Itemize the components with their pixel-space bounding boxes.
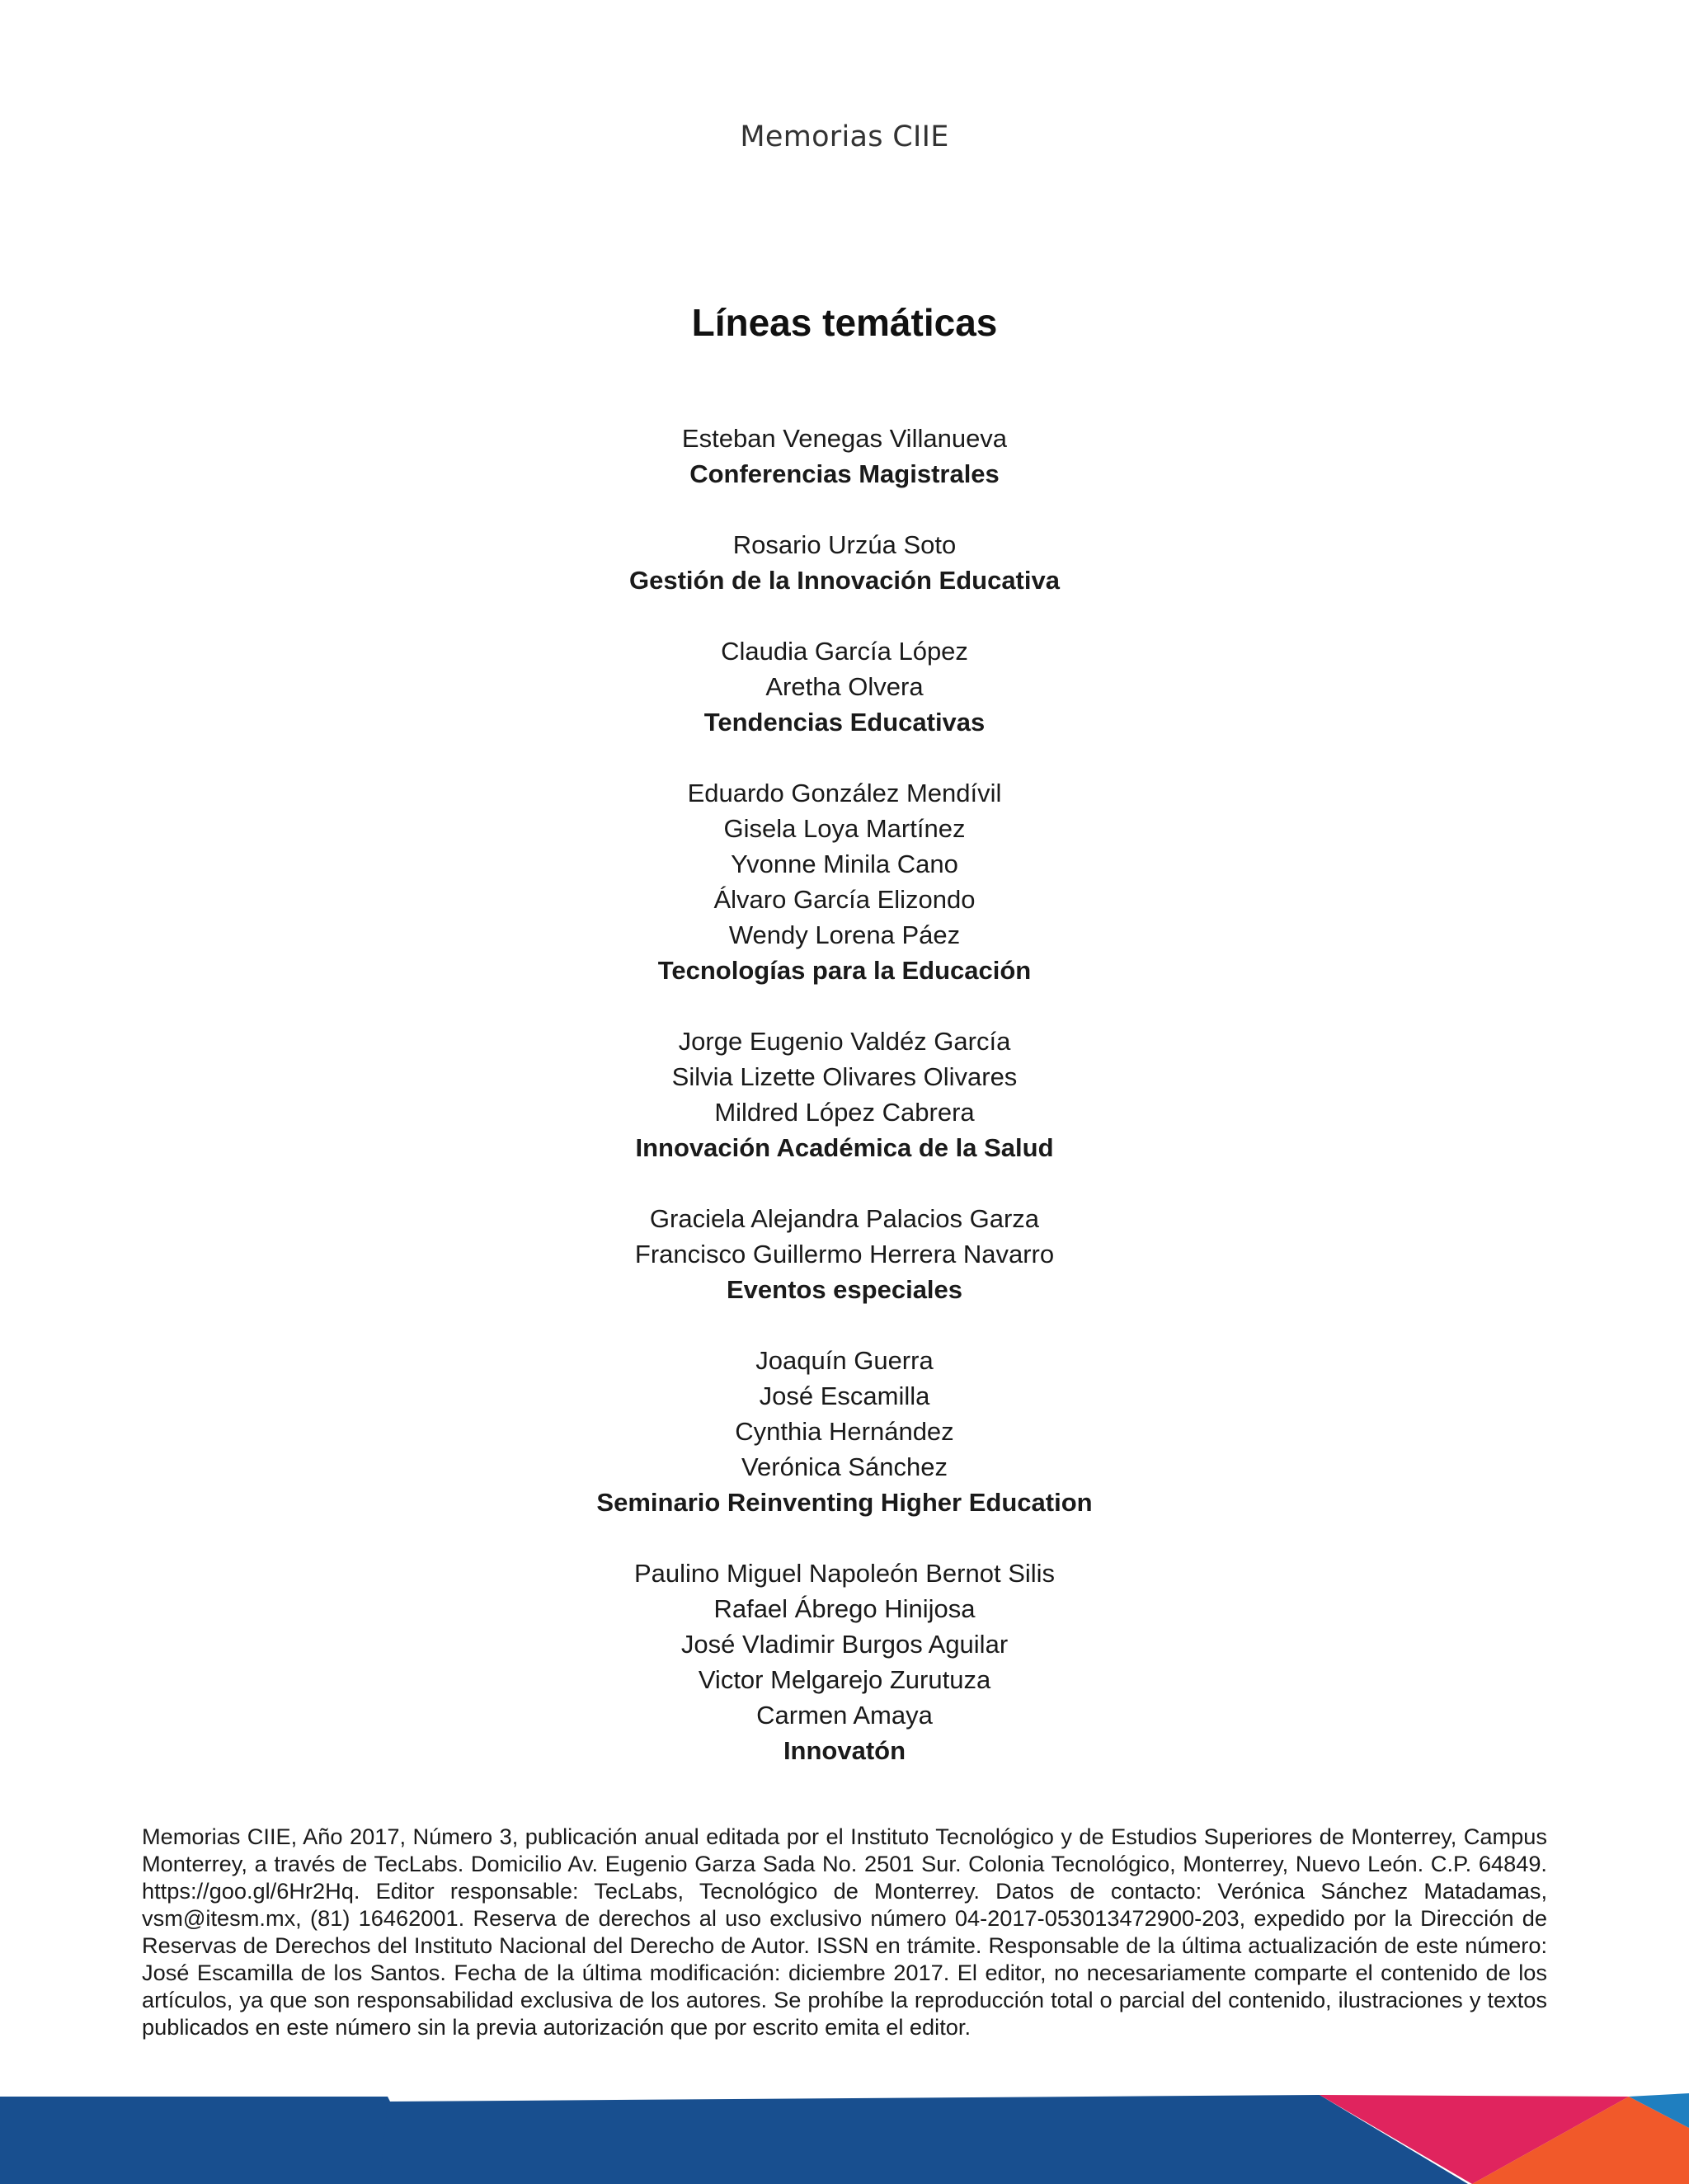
person-name: Esteban Venegas Villanueva — [681, 424, 1008, 453]
person-name: Gisela Loya Martínez — [723, 814, 966, 843]
footer-blue-band-main — [379, 2095, 1468, 2184]
person-name: Paulino Miguel Napoleón Bernot Silis — [633, 1559, 1056, 1588]
thematic-line-title: Gestión de la Innovación Educativa — [629, 566, 1060, 595]
person-name: Rafael Ábrego Hinijosa — [713, 1594, 976, 1623]
thematic-line-group — [0, 775, 1689, 988]
person-name: Verónica Sánchez — [741, 1452, 948, 1481]
thematic-line-title: Seminario Reinventing Higher Education — [596, 1488, 1093, 1517]
thematic-lines-list — [0, 421, 1689, 1804]
thematic-line-group — [0, 421, 1689, 492]
person-name: Victor Melgarejo Zurutuza — [698, 1665, 991, 1694]
thematic-line-title: Eventos especiales — [726, 1275, 963, 1304]
person-name: Claudia García López — [721, 637, 968, 666]
person-name: José Vladimir Burgos Aguilar — [680, 1630, 1009, 1659]
running-header: Memorias CIIE — [740, 120, 949, 153]
person-name: Silvia Lizette Olivares Olivares — [671, 1062, 1018, 1091]
person-name: Yvonne Minila Cano — [731, 850, 958, 878]
thematic-line-group — [0, 1024, 1689, 1165]
person-name: Graciela Alejandra Palacios Garza — [649, 1204, 1040, 1233]
thematic-line-title: Tendencias Educativas — [703, 708, 986, 737]
person-name: Wendy Lorena Páez — [728, 920, 961, 949]
person-name: Joaquín Guerra — [755, 1346, 934, 1375]
footer-decorative-band — [0, 2078, 1689, 2184]
thematic-line-title: Innovatón — [783, 1736, 906, 1765]
person-name: Rosario Urzúa Soto — [732, 530, 957, 559]
person-name: Álvaro García Elizondo — [713, 885, 976, 914]
thematic-line-group — [0, 633, 1689, 740]
person-name: Aretha Olvera — [765, 672, 924, 701]
thematic-line-group — [0, 1556, 1689, 1768]
thematic-line-title: Innovación Académica de la Salud — [635, 1133, 1054, 1162]
thematic-line-title: Tecnologías para la Educación — [657, 956, 1032, 985]
footer-blue-band — [0, 2097, 390, 2184]
person-name: Cynthia Hernández — [735, 1417, 954, 1446]
thematic-line-group — [0, 527, 1689, 598]
person-name: Jorge Eugenio Valdéz García — [678, 1027, 1011, 1056]
person-name: José Escamilla — [759, 1381, 930, 1410]
person-name: Eduardo González Mendívil — [687, 779, 1002, 807]
colophon-legal-notice: Memorias CIIE, Año 2017, Número 3, publicación anual editada por el Instituto Tecnológico y de Estudios Superiores de Monterrey, Campus Monterrey, a través de TecLabs. Domicilio Av. Eugenio Garza Sada No. 2501 Sur. Colonia Tecnológico, Monterrey, Nuevo León. C.P. 64849. https://goo.gl/6Hr2Hq. Editor responsable: TecLabs, Tecnológico de Monterrey. Datos de contacto: Verónica Sánchez Matadamas, vsm@itesm.mx, (81) 16462001. Reserva de derechos al uso exclusivo número 04-2017-053013472900-203, expedido por la Dirección de Reservas de Derechos del Instituto Nacional del Derecho de Autor. ISSN en trámite. Responsable de la última actualización de este número: José Escamilla de los Santos. Fecha de la última modificación: diciembre 2017. El editor, no necesariamente comparte el contenido de los artículos, ya que son responsabilidad exclusiva de los autores. Se prohíbe la reproducción total o parcial del contenido, ilustraciones y textos publicados en este número sin la previa autorización que por escrito emita el editor. — [142, 1824, 1547, 2040]
thematic-line-group — [0, 1201, 1689, 1307]
person-name: Carmen Amaya — [756, 1701, 933, 1730]
person-name: Francisco Guillermo Herrera Navarro — [634, 1240, 1055, 1269]
page-title: Líneas temáticas — [691, 301, 998, 344]
person-name: Mildred López Cabrera — [714, 1098, 975, 1127]
thematic-line-title: Conferencias Magistrales — [689, 459, 1000, 488]
thematic-line-group — [0, 1343, 1689, 1520]
